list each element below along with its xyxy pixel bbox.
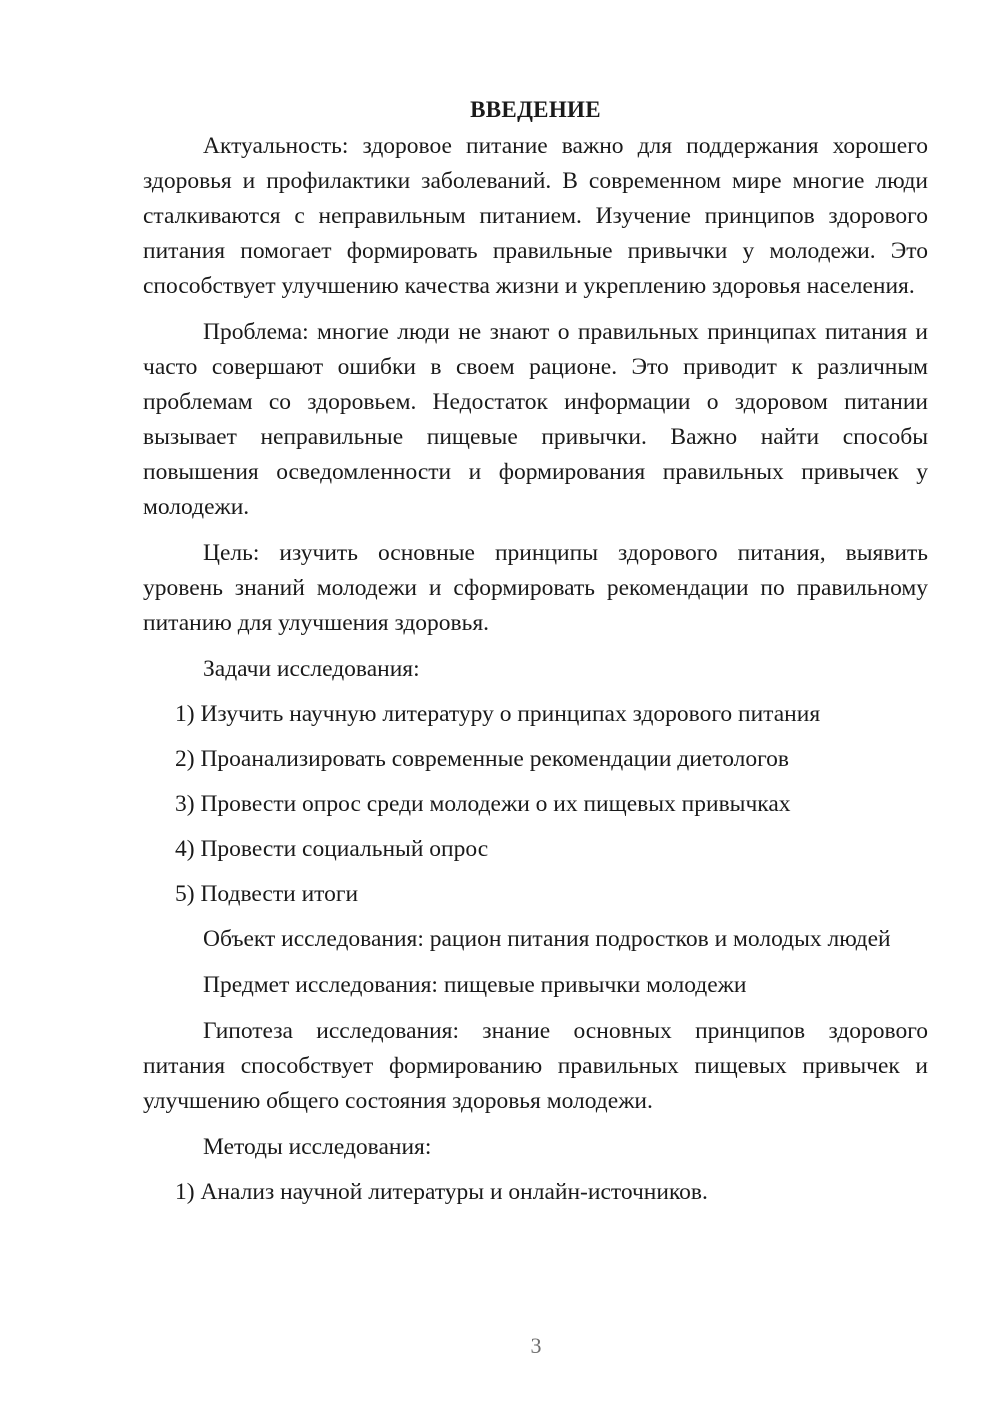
subject-paragraph: Предмет исследования: пищевые привычки молодежи [203, 972, 747, 998]
relevance-paragraph: Актуальность: здоровое питание важно для поддержания хорошего здоровья и профилактики заболеваний. В современном мире многие люди сталкиваются с неправильным питанием. Изучение принципов здорового питания помогает формировать правильные привычки у молодежи. Это способствует улучшению качества жизни и укреплению здоровья населения. [143, 133, 928, 299]
problem-paragraph: Проблема: многие люди не знают о правильных принципах питания и часто совершают ошибки в своем рационе. Это приводит к различным проблемам со здоровьем. Недостаток информации о здоровом питании вызывает неправильные пищевые привычки. Важно найти способы повышения осведомленности и формирования правильных привычек у молодежи. [143, 319, 928, 520]
method-item: 1) Анализ научной литературы и онлайн-источников. [175, 1179, 708, 1205]
task-item: 2) Проанализировать современные рекомендации диетологов [175, 746, 790, 772]
section-title: ВВЕДЕНИЕ [470, 97, 601, 122]
object-paragraph: Объект исследования: рацион питания подростков и молодых людей [203, 926, 891, 952]
task-item: 1) Изучить научную литературу о принципах здорового питания [175, 701, 821, 727]
tasks-heading: Задачи исследования: [203, 656, 420, 682]
task-item: 3) Провести опрос среди молодежи о их пищевых привычках [175, 791, 791, 817]
methods-heading: Методы исследования: [203, 1134, 432, 1160]
page-content [143, 92, 928, 1220]
methods-list [143, 1175, 928, 1210]
task-item: 4) Провести социальный опрос [175, 836, 489, 862]
tasks-list [143, 697, 928, 912]
hypothesis-paragraph: Гипотеза исследования: знание основных принципов здорового питания способствует формированию правильных пищевых привычек и улучшению общего состояния здоровья молодежи. [143, 1018, 928, 1114]
task-item: 5) Подвести итоги [175, 881, 359, 907]
page-number: 3 [530, 1333, 542, 1358]
goal-paragraph: Цель: изучить основные принципы здорового питания, выявить уровень знаний молодежи и сформировать рекомендации по правильному питанию для улучшения здоровья. [143, 540, 928, 636]
